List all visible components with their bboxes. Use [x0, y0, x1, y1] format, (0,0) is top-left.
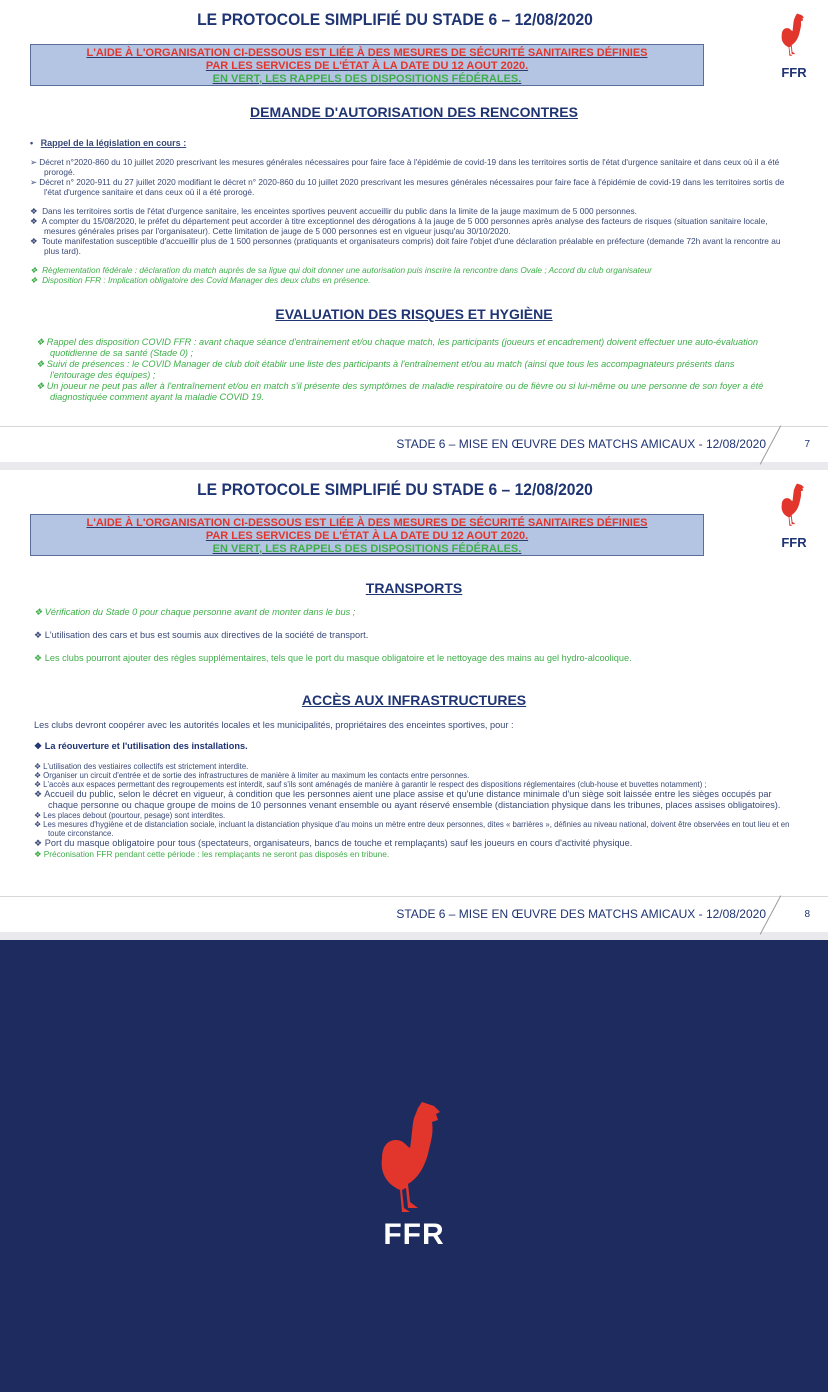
page-number: 7: [804, 439, 810, 450]
section-heading: DEMANDE D'AUTORISATION DES RENCONTRES: [250, 104, 578, 120]
list-item: ❖ Préconisation FFR pendant cette période : les remplaçants ne seront pas disposés en tribune.: [34, 849, 390, 859]
slide-8: [0, 470, 828, 932]
list-item: ❖ Organiser un circuit d'entrée et de sortie des infrastructures de manière à limiter au maximum les contacts entre personnes.: [34, 771, 470, 780]
notice-line: EN VERT, LES RAPPELS DES DISPOSITIONS FÉDÉRALES.: [212, 73, 522, 85]
slide-title: LE PROTOCOLE SIMPLIFIÉ DU STADE 6 – 12/08/2020: [197, 10, 593, 29]
list-item: ❖ Accueil du public, selon le décret en vigueur, à condition que les personnes aient une place assise et qu'une distance minimale d'un siège soit laissée entre les sièges occupés par chaque personne ou chaque groupe de moins de 10 personnes venant ensemble ou ayant réservé ensemble (distanciation physique dans les tribunes, places assises obligatoires).: [34, 789, 781, 810]
cover-slide: [0, 940, 828, 1392]
list-item: ❖ L'utilisation des vestiaires collectifs est strictement interdite.: [34, 762, 249, 771]
notice-line: PAR LES SERVICES DE L'ÉTAT À LA DATE DU 12 AOUT 2020.: [205, 60, 529, 72]
rooster-icon: [776, 12, 812, 58]
notice-line: EN VERT, LES RAPPELS DES DISPOSITIONS FÉDÉRALES.: [212, 543, 522, 555]
list-item: ❖ Disposition FFR : Implication obligatoire des Covid Manager des deux clubs en présence.: [30, 275, 371, 285]
notice-box: [30, 514, 704, 556]
list-item: ❖ Les places debout (pourtour, pesage) sont interdites.: [34, 811, 226, 820]
list-item: ❖ Règlementation fédérale : déclaration du match auprès de sa ligue qui doit donner une autorisation puis inscrire la rencontre dans Ovale ; Accord du club organisateur: [30, 265, 652, 275]
ffr-logo: [772, 482, 816, 550]
logo-text: FFR: [781, 65, 807, 80]
section-body: [36, 337, 776, 403]
slide-footer: [0, 426, 828, 462]
slide-title: LE PROTOCOLE SIMPLIFIÉ DU STADE 6 – 12/08/2020: [197, 480, 593, 499]
rooster-icon: [776, 482, 812, 528]
slide-7: [0, 0, 828, 462]
ffr-logo: [772, 12, 816, 80]
footer-text: STADE 6 – MISE EN ŒUVRE DES MATCHS AMICAUX - 12/08/2020: [396, 437, 766, 451]
rooster-icon: [374, 1098, 454, 1218]
list-item: ❖ Un joueur ne peut pas aller à l'entraînement et/ou en match s'il présente des symptômes de maladie respiratoire ou de fièvre ou si lui-même ou une personne de son foyer a été diagnostiquée comment ayant la maladie COVID 19.: [36, 381, 764, 402]
notice-line: PAR LES SERVICES DE L'ÉTAT À LA DATE DU 12 AOUT 2020.: [205, 530, 529, 542]
notice-line: L'AIDE À L'ORGANISATION CI-DESSOUS EST LIÉE À DES MESURES DE SÉCURITÉ SANITAIRES DÉFINIES: [86, 47, 648, 59]
notice-box: [30, 44, 704, 86]
list-item: ❖ L'accès aux espaces permettant des regroupements est interdit, sauf s'ils sont aménagés de manière à garantir le respect des dispositions réglementaires (club-house et buvettes notamment) ;: [34, 780, 707, 789]
list-item: ❖ Vérification du Stade 0 pour chaque personne avant de monter dans le bus ;: [34, 607, 356, 617]
list-item: ❖ Dans les territoires sortis de l'état d'urgence sanitaire, les enceintes sportives peuvent accueillir du public dans la limite de la jauge maximum de 5 000 personnes.: [30, 206, 637, 216]
section-heading: EVALUATION DES RISQUES ET HYGIÈNE: [275, 306, 553, 322]
list-item: ❖ A compter du 15/08/2020, le préfet du département peut accorder à titre exceptionnel des dérogations à la jauge de 5 000 personnes après analyse des facteurs de risques (situation sanitaire locale, mesures générales prises par l'organisateur). Cette limitation de jauge de 5 000 personnes est en vigueur jusqu'au 30/10/2020.: [30, 216, 768, 236]
section-body: • Rappel de la législation en cours : ➢ Décret n°2020-860 du 10 juillet 2020 prescrivant les mesures générales nécessaires pour faire face à l'épidémie de covid-19 dans les territoires sortis de l'état d'urgence sanitaire et dans ceux où il a été prorogé. ➢ Décret n° 2020-911 du 27 juillet 2020 modifiant le décret n° 2020-860 du 10 juillet 2020 prescrivant les mesures générales nécessaires pour faire face à l'épidémie de covid-19 dans les territoires sortis de l'état d'urgence sanitaire et dans ceux où il a été prorogé. ❖ Dans les territoires sortis de l'état d'urgence sanitaire, les enceintes sportives peuvent accueillir du public dans la limite de la jauge maximum de 5 000 personnes. ❖ A compter du 15/08/2020, le préfet du département peut accorder à titre exceptionnel des dérogations à la jauge de 5 000 personnes après analyse des facteurs de risques (situation sanitaire locale, mesures générales prises par l'organisateur). Cette limitation de jauge de 5 000 personnes est en vigueur jusqu'au 30/10/2020. ❖ Toute manifestation susceptible d'accueillir plus de 1 500 personnes (pratiquants et organisateurs compris) doit faire l'objet d'une déclaration préalable en préfecture (demande 72h avant la rencontre au plus tard). ❖ Règlementation fédérale : déclaration du match auprès de sa ligue qui doit donner une autorisation puis inscrire la rencontre dans Ovale ; Accord du club organisateur ❖ Disposition FFR : Implication obligatoire des Covid Manager des deux clubs en présence.: [30, 138, 790, 285]
footer-text: STADE 6 – MISE EN ŒUVRE DES MATCHS AMICAUX - 12/08/2020: [396, 907, 766, 921]
section-body: [34, 607, 794, 664]
page-number: 8: [804, 909, 810, 920]
list-item: ❖ Suivi de présences : le COVID Manager de club doit établir une liste des participants à l'entraînement et/ou au match (ainsi que tous les accompagnateurs présents dans l'entourage des équipes) ;: [36, 359, 735, 380]
section-heading: TRANSPORTS: [365, 580, 463, 596]
list-item: ❖ L'utilisation des cars et bus est soumis aux directives de la société de transport.: [34, 630, 369, 640]
section-heading: ACCÈS AUX INFRASTRUCTURES: [301, 692, 527, 708]
list-item: ❖ Toute manifestation susceptible d'accueillir plus de 1 500 personnes (pratiquants et organisateurs compris) doit faire l'objet d'une déclaration préalable en préfecture (demande 72h avant la rencontre au plus tard).: [30, 236, 781, 256]
slide-footer: [0, 896, 828, 932]
legislation-heading: Rappel de la législation en cours :: [40, 138, 187, 148]
list-item: ❖ Les mesures d'hygiène et de distanciation sociale, incluant la distanciation physique d'au moins un mètre entre deux personnes, dites « barrières », définies au niveau national, doivent être observées en tout lieu et en toute circonstance.: [34, 820, 790, 838]
notice-line: L'AIDE À L'ORGANISATION CI-DESSOUS EST LIÉE À DES MESURES DE SÉCURITÉ SANITAIRES DÉFINIES: [86, 517, 648, 529]
intro-text: Les clubs devront coopérer avec les autorités locales et les municipalités, propriétaires des enceintes sportives, pour :: [34, 720, 514, 730]
logo-text: FFR: [781, 535, 807, 550]
list-item: ❖ Port du masque obligatoire pour tous (spectateurs, organisateurs, bancs de touche et remplaçants) sauf les joueurs en cours d'activité physique.: [34, 838, 633, 848]
section-body: [34, 720, 794, 859]
list-item: ❖ Les clubs pourront ajouter des règles supplémentaires, tels que le port du masque obligatoire et le nettoyage des mains au gel hydro-alcoolique.: [34, 653, 632, 663]
list-item: ➢ Décret n° 2020-911 du 27 juillet 2020 modifiant le décret n° 2020-860 du 10 juillet 2020 prescrivant les mesures générales nécessaires pour faire face à l'épidémie de covid-19 dans les territoires sortis de l'état d'urgence sanitaire et dans ceux où il a été prorogé.: [30, 177, 785, 197]
list-item: ➢ Décret n°2020-860 du 10 juillet 2020 prescrivant les mesures générales nécessaires pour faire face à l'épidémie de covid-19 dans les territoires sortis de l'état d'urgence sanitaire et dans ceux où il a été prorogé.: [30, 157, 780, 177]
list-item: ❖ Rappel des disposition COVID FFR : avant chaque séance d'entrainement et/ou chaque match, les participants (joueurs et encadrement) doivent effectuer une auto-évaluation quotidienne de sa santé (Stade 0) ;: [36, 337, 758, 358]
logo-text: FFR: [383, 1218, 445, 1251]
subheading: ❖ La réouverture et l'utilisation des installations.: [34, 741, 248, 751]
